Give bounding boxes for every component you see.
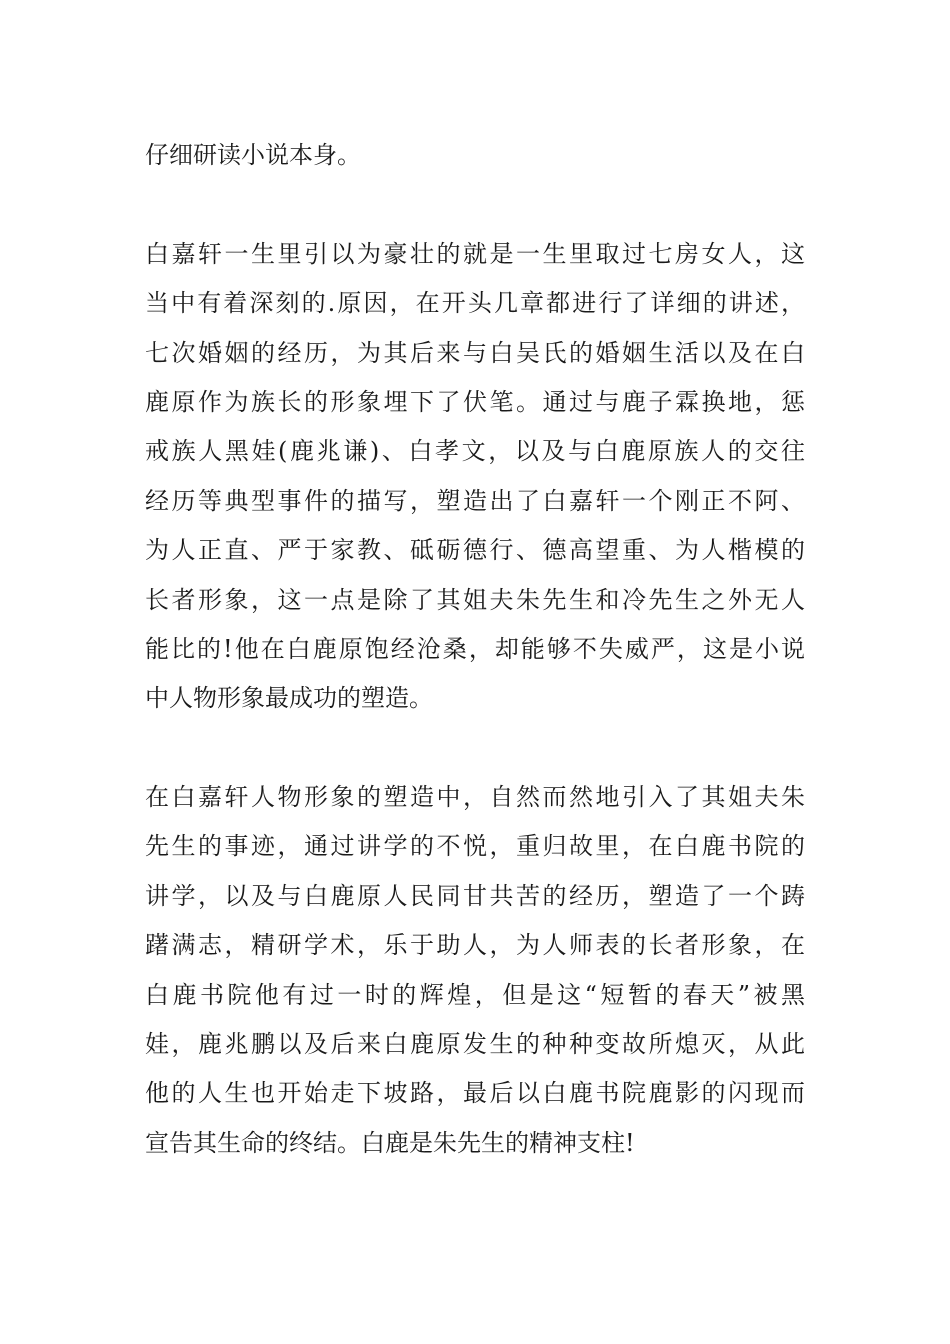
text-line: 能比的!他在白鹿原饱经沧桑，却能够不失威严，这是小说	[145, 634, 805, 663]
text-line: 为人正直、严于家教、砥砺德行、德高望重、为人楷模的	[145, 536, 805, 565]
text-line: 长者形象，这一点是除了其姐夫朱先生和冷先生之外无人	[145, 585, 805, 614]
text-line: 娃，鹿兆鹏以及后来白鹿原发生的种种变故所熄灭，从此	[145, 1030, 805, 1059]
text-line: 白鹿书院他有过一时的辉煌，但是这“短暂的春天”被黑	[145, 980, 805, 1009]
document-body	[145, 131, 805, 1168]
text-line: 中人物形象最成功的塑造。	[145, 684, 433, 713]
text-line: 七次婚姻的经历，为其后来与白吴氏的婚姻生活以及在白	[145, 338, 805, 367]
text-line: 先生的事迹，通过讲学的不悦，重归故里，在白鹿书院的	[145, 832, 805, 861]
paragraph-gap	[145, 180, 805, 229]
text-line: 他的人生也开始走下坡路，最后以白鹿书院鹿影的闪现而	[145, 1079, 805, 1108]
text-line: 当中有着深刻的.原因，在开头几章都进行了详细的讲述，	[145, 289, 805, 318]
text-line: 戒族人黑娃(鹿兆谦)、白孝文，以及与白鹿原族人的交往	[145, 437, 805, 466]
text-line: 仔细研读小说本身。	[145, 141, 361, 169]
text-line: 宣告其生命的终结。白鹿是朱先生的精神支柱!	[145, 1128, 635, 1157]
text-line: 鹿原作为族长的形象埋下了伏笔。通过与鹿子霖换地，惩	[145, 387, 805, 416]
paragraph-2	[145, 230, 805, 724]
text-line: 讲学，以及与白鹿原人民同甘共苦的经历，塑造了一个踌	[145, 881, 805, 910]
paragraph-1	[145, 131, 805, 180]
text-line: 经历等典型事件的描写，塑造出了白嘉轩一个刚正不阿、	[145, 486, 805, 515]
paragraph-gap	[145, 724, 805, 773]
text-line: 躇满志，精研学术，乐于助人，为人师表的长者形象，在	[145, 931, 805, 960]
paragraph-3	[145, 773, 805, 1168]
text-line: 白嘉轩一生里引以为豪壮的就是一生里取过七房女人，这	[145, 239, 805, 268]
text-line: 在白嘉轩人物形象的塑造中，自然而然地引入了其姐夫朱	[145, 783, 805, 812]
